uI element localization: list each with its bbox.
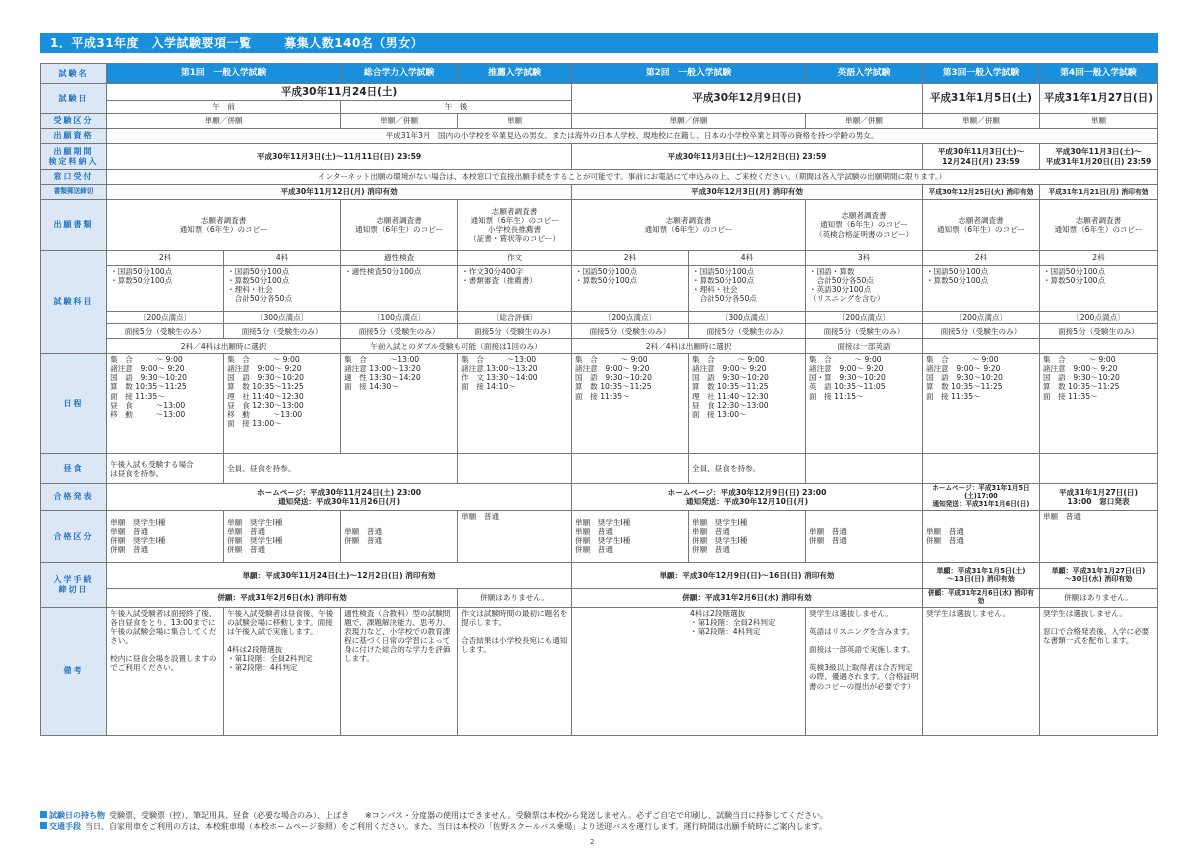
- kubun-eigo: 単願／併願: [805, 114, 922, 129]
- kamoku-score-suisen: 〔総合評価〕: [458, 312, 572, 324]
- kamoku-detail-eigo: ・国語・算数 合計50分各50点 ・英語30分100点 （リスニングを含む）: [805, 266, 922, 312]
- tetsuzuki-r1-tangan: 単願：平成30年11月24日(土)～12月2日(日) 消印有効: [107, 562, 572, 588]
- header-sogo: 総合学力入学試験: [341, 64, 458, 84]
- kamoku-score-r1b: 〔300点満点〕: [224, 312, 341, 324]
- chushoku-pm: 全員、昼食を持参。: [224, 454, 458, 484]
- row-kamoku-detail: [41, 266, 1158, 312]
- nittei-r2b: 集 合 ～ 9:00 諸注意 9:00～ 9:20 国 語 9:30～10:20 算 数 10:35～11:25 理 社 11:40～12:30 昼 食 12:30～13:00 面 接 13:00～: [688, 354, 805, 454]
- biko-sogo: 適性検査（合教科）型の試験問題で、課題解決能力、思考力、表現力など、小学校での教育課程に基づく日常の学習によって身に付けた総合的な学力を評価します。: [341, 607, 458, 735]
- chushoku-r2a: [572, 454, 689, 484]
- gokaku-r2a: 単願 奨学生Ⅰ種 単願 普通 併願 奨学生Ⅰ種 併願 普通: [572, 510, 689, 562]
- kamoku-detail-r2a: ・国語50分100点 ・算数50分100点: [572, 266, 689, 312]
- kikan-round4: 平成30年11月3日(土)～ 平成31年1月20日(日) 23:59: [1039, 144, 1157, 170]
- header-round4: 第4回一般入学試験: [1039, 64, 1157, 84]
- row-kikan: [41, 144, 1158, 170]
- nittei-sogo: 集 合 ～13:00 諸注意 13:00～13:20 適 性 13:30～14:20 面 接 14:30～: [341, 354, 458, 454]
- yuso-round4: 平成31年1月21日(月) 消印有効: [1039, 185, 1157, 200]
- label-chushoku: 昼食: [41, 454, 107, 484]
- gokaku-r1a: 単願 奨学生Ⅰ種 単願 普通 併願 奨学生Ⅰ種 併願 普通: [107, 510, 224, 562]
- label-yuso: 書類郵送締切: [41, 185, 107, 200]
- tetsuzuki-r4-heigan: 併願はありません。: [1039, 588, 1157, 607]
- kamoku-head-r1a: 2科: [107, 251, 224, 266]
- kamoku-detail-r3: ・国語50分100点 ・算数50分100点: [922, 266, 1039, 312]
- mensetsu-suisen: 面接5分（受験生のみ）: [458, 324, 572, 339]
- section-title-bar: [40, 33, 1158, 53]
- chushoku-suisen: [458, 454, 572, 484]
- mensetsu-sogo: 面接5分（受験生のみ）: [341, 324, 458, 339]
- row-shikaku: [41, 129, 1158, 144]
- label-shikaku: 出願資格: [41, 129, 107, 144]
- biko-suisen: 作文は試験時間の最初に題名を提示します。 合否結果は小学校長宛にも通知します。: [458, 607, 572, 735]
- nittei-r2a: 集 合 ～ 9:00 諸注意 9:00～ 9:20 国 語 9:30～10:20 算 数 10:35～11:25 面 接 11:35～: [572, 354, 689, 454]
- header-round3: 第3回一般入学試験: [922, 64, 1039, 84]
- date-round4: 平成31年1月27日(日): [1039, 84, 1157, 114]
- kamoku-detail-suisen: ・作文30分400字 ・書類審査（推薦書）: [458, 266, 572, 312]
- bullet-square-icon: [40, 822, 47, 829]
- happyo-round3: ホームページ：平成31年1月5日(土)17:00 通知発送：平成31年1月6日(日): [922, 484, 1039, 511]
- yuso-round1: 平成30年11月12日(月) 消印有効: [107, 185, 572, 200]
- gokaku-r1b: 単願 奨学生Ⅰ種 単願 普通 併願 奨学生Ⅰ種 併願 普通: [224, 510, 341, 562]
- footer-belongings-text: 受験票、受験票（控）、筆記用具、昼食（必要な場合のみ）、上ばき ※コンパス・分度器の使用はできません。受験票は本校から発送しません。必ずご自宅で印刷し、試験当日に持参してください。: [109, 811, 829, 820]
- row-tetsuzuki-tangan: [41, 562, 1158, 588]
- row-kubun: [41, 114, 1158, 129]
- row-happyo: [41, 484, 1158, 511]
- kamoku-note-r4: [1039, 339, 1157, 354]
- nittei-r4: 集 合 ～ 9:00 諸注意 9:00～ 9:20 国 語 9:30～10:20 算 数 10:35～11:25 面 接 11:35～: [1039, 354, 1157, 454]
- kamoku-note-r2: 2科／4科は出願時に選択: [572, 339, 806, 354]
- label-kikan: 出願期間 検定料納入: [41, 144, 107, 170]
- kamoku-detail-r1b: ・国語50分100点 ・算数50分100点 ・理科・社会 合計50分各50点: [224, 266, 341, 312]
- label-gokaku: 合格区分: [41, 510, 107, 562]
- chushoku-r2b: 全員、昼食を持参。: [688, 454, 805, 484]
- label-tetsuzuki: 入学手続 締切日: [41, 562, 107, 607]
- row-chushoku: [41, 454, 1158, 484]
- row-kamoku-note: [41, 339, 1158, 354]
- date-round1: 平成30年11月24日(土): [107, 84, 572, 101]
- label-kamoku: 試験科目: [41, 251, 107, 354]
- madoguchi-text: インターネット出願の環境がない場合は、本校窓口で直接出願手続をすることが可能です。事前にお電話にて申込みの上、ご来校ください。（期間は各入学試験の出願期間に限ります。）: [107, 170, 1158, 185]
- am-label: 午 前: [107, 101, 341, 114]
- date-round3: 平成31年1月5日(土): [922, 84, 1039, 114]
- label-nittei: 日程: [41, 354, 107, 454]
- row-exam-date: [41, 84, 1158, 101]
- footer-transport-text: 当日、自家用車をご利用の方は、本校駐車場（本校ホームページ参照）をご利用ください。また、当日は本校の「佐野スクールバス乗場」より送迎バスを運行します。運行時間は出願手続時にご案内します。: [85, 822, 827, 831]
- kubun-round3: 単願／併願: [922, 114, 1039, 129]
- kamoku-score-r3: 〔200点満点〕: [922, 312, 1039, 324]
- label-happyo: 合格発表: [41, 484, 107, 511]
- footer-transport-label: 交通手段: [49, 822, 81, 831]
- kubun-suisen: 単願: [458, 114, 572, 129]
- section-subtitle: 募集人数140名（男女）: [284, 36, 424, 50]
- biko-r1a: 午後入試受験者は面接終了後、各自昼食をとり、13:00までに午後の試験会場に集合してください。 校内に昼食会場を設置しますのでご利用ください。: [107, 607, 224, 735]
- kubun-round4: 単願: [1039, 114, 1157, 129]
- mensetsu-r1a: 面接5分（受験生のみ）: [107, 324, 224, 339]
- row-kamoku-score: [41, 312, 1158, 324]
- kamoku-score-sogo: 〔100点満点〕: [341, 312, 458, 324]
- kamoku-head-r3: 2科: [922, 251, 1039, 266]
- mensetsu-r2b: 面接5分（受験生のみ）: [688, 324, 805, 339]
- gokaku-eigo: 単願 普通 併願 普通: [805, 510, 922, 562]
- shorui-round3: 志願者調査書 通知票（6年生）のコピー: [922, 200, 1039, 251]
- shorui-round4: 志願者調査書 通知票（6年生）のコピー: [1039, 200, 1157, 251]
- nittei-r1b: 集 合 ～ 9:00 諸注意 9:00～ 9:20 国 語 9:30～10:20 算 数 10:35～11:25 理 社 11:40～12:30 昼 食 12:30～13:00 移 動 ～13:00 面 接 13:00～: [224, 354, 341, 454]
- exam-guide-table: [40, 63, 1158, 736]
- kamoku-note-pm: 午前入試とのダブル受験も可能（面接は1回のみ）: [341, 339, 572, 354]
- label-exam-name: 試験名: [41, 64, 107, 84]
- tetsuzuki-r1-heigan: 併願：平成31年2月6日(水) 消印有効: [107, 588, 458, 607]
- mensetsu-r3: 面接5分（受験生のみ）: [922, 324, 1039, 339]
- row-exam-name: [41, 64, 1158, 84]
- kamoku-head-eigo: 3科: [805, 251, 922, 266]
- kamoku-head-r2b: 4科: [688, 251, 805, 266]
- section-title: 1．平成31年度 入学試験要項一覧: [50, 36, 252, 50]
- shikaku-text: 平成31年3月 国内の小学校を卒業見込の男女。または海外の日本人学校、現地校に在籍し、日本の小学校卒業と同等の資格を持つ学齢の男女。: [107, 129, 1158, 144]
- tetsuzuki-r2-heigan: 併願：平成31年2月6日(水) 消印有効: [572, 588, 923, 607]
- row-madoguchi: [41, 170, 1158, 185]
- nittei-suisen: 集 合 ～13:00 諸注意 13:00～13:20 作 文 13:30～14:00 面 接 14:10～: [458, 354, 572, 454]
- mensetsu-eigo: 面接5分（受験生のみ）: [805, 324, 922, 339]
- kamoku-detail-r4: ・国語50分100点 ・算数50分100点: [1039, 266, 1157, 312]
- kamoku-head-r1b: 4科: [224, 251, 341, 266]
- tetsuzuki-suisen: 併願はありません。: [458, 588, 572, 607]
- shorui-sogo: 志願者調査書 通知票（6年生）のコピー: [341, 200, 458, 251]
- kamoku-head-r2a: 2科: [572, 251, 689, 266]
- row-biko: [41, 607, 1158, 735]
- nittei-r3: 集 合 ～ 9:00 諸注意 9:00～ 9:20 国 語 9:30～10:20 算 数 10:35～11:25 面 接 11:35～: [922, 354, 1039, 454]
- footer-belongings: [40, 811, 1158, 821]
- footer-belongings-label: 試験日の持ち物: [49, 811, 105, 820]
- page-number: 2: [590, 838, 595, 846]
- label-shorui: 出願書類: [41, 200, 107, 251]
- kamoku-detail-r1a: ・国語50分100点 ・算数50分100点: [107, 266, 224, 312]
- chushoku-r3: [922, 454, 1039, 484]
- kamoku-head-sogo: 適性検査: [341, 251, 458, 266]
- label-biko: 備考: [41, 607, 107, 735]
- label-madoguchi: 窓口受付: [41, 170, 107, 185]
- chushoku-r4: [1039, 454, 1157, 484]
- shorui-suisen: 志願者調査書 通知票（6年生）のコピー 小学校長推薦書 （証書・賞状等のコピー）: [458, 200, 572, 251]
- bullet-square-icon: [40, 811, 47, 818]
- kamoku-detail-r2b: ・国語50分100点 ・算数50分100点 ・理科・社会 合計50分各50点: [688, 266, 805, 312]
- happyo-round1: ホームページ：平成30年11月24日(土) 23:00 通知発送：平成30年11月26日(月): [107, 484, 572, 511]
- kamoku-score-r4: 〔200点満点〕: [1039, 312, 1157, 324]
- kamoku-detail-sogo: ・適性検査50分100点: [341, 266, 458, 312]
- kamoku-score-r2b: 〔300点満点〕: [688, 312, 805, 324]
- gokaku-sogo: 単願 普通 併願 普通: [341, 510, 458, 562]
- mensetsu-r1b: 面接5分（受験生のみ）: [224, 324, 341, 339]
- shorui-round1: 志願者調査書 通知票（6年生）のコピー: [107, 200, 341, 251]
- tetsuzuki-r4-tangan: 単願：平成31年1月27日(日) ～30日(水) 消印有効: [1039, 562, 1157, 588]
- kubun-sogo: 単願／併願: [341, 114, 458, 129]
- header-round2: 第2回 一般入学試験: [572, 64, 806, 84]
- label-exam-date: 試験日: [41, 84, 107, 114]
- gokaku-r3: 単願 普通 併願 普通: [922, 510, 1039, 562]
- kamoku-note-eigo: 面接は一部英語: [805, 339, 922, 354]
- kubun-round1: 単願／併願: [107, 114, 341, 129]
- kikan-round2: 平成30年11月3日(土)～12月2日(日) 23:59: [572, 144, 923, 170]
- row-nittei: [41, 354, 1158, 454]
- chushoku-r1: 午後入試も受験する場合 は昼食を持参。: [107, 454, 224, 484]
- yuso-round2: 平成30年12月3日(月) 消印有効: [572, 185, 923, 200]
- nittei-r1a: 集 合 ～ 9:00 諸注意 9:00～ 9:20 国 語 9:30～10:20 算 数 10:35～11:25 面 接 11:35～ 昼 食 ～13:00 移 動 ～13:00: [107, 354, 224, 454]
- tetsuzuki-r3-tangan: 単願：平成31年1月5日(土) ～13日(日) 消印有効: [922, 562, 1039, 588]
- happyo-round4: 平成31年1月27日(日) 13:00 窓口発表: [1039, 484, 1157, 511]
- row-yuso: [41, 185, 1158, 200]
- kamoku-note-r3: [922, 339, 1039, 354]
- kikan-round1: 平成30年11月3日(土)～11月11日(日) 23:59: [107, 144, 572, 170]
- happyo-round2: ホームページ：平成30年12月9日(日) 23:00 通知発送：平成30年12月10日(月): [572, 484, 923, 511]
- biko-r3: 奨学生は選抜しません。: [922, 607, 1039, 735]
- row-tetsuzuki-heigan: [41, 588, 1158, 607]
- pm-label: 午 後: [341, 101, 572, 114]
- tetsuzuki-r2-tangan: 単願：平成30年12月9日(日)～16日(日) 消印有効: [572, 562, 923, 588]
- header-round1: 第1回 一般入学試験: [107, 64, 341, 84]
- biko-r1b: 午後入試受験者は昼食後、午後の試験会場に移動します。面接は午後入試で実施します。 4科は2段階選抜 ・第1段階：全員2科判定 ・第2段階：4科判定: [224, 607, 341, 735]
- kamoku-head-r4: 2科: [1039, 251, 1157, 266]
- kikan-round3: 平成30年11月3日(土)～ 12月24日(月) 23:59: [922, 144, 1039, 170]
- mensetsu-r2a: 面接5分（受験生のみ）: [572, 324, 689, 339]
- tetsuzuki-r3-heigan: 併願：平成31年2月6日(水) 消印有効: [922, 588, 1039, 607]
- biko-eigo: 奨学生は選抜しません。 英語はリスニングを含みます。 面接は一部英語で実施します。 英検3級以上取得者は合否判定の際、優遇されます。（合格証明書のコピーの提出が必要です）: [805, 607, 922, 735]
- shorui-eigo: 志願者調査書 通知票（6年生）のコピー （英検合格証明書のコピー）: [805, 200, 922, 251]
- gokaku-r2b: 単願 奨学生Ⅰ種 単願 普通 併願 奨学生Ⅰ種 併願 普通: [688, 510, 805, 562]
- shorui-round2: 志願者調査書 通知票（6年生）のコピー: [572, 200, 806, 251]
- biko-r2: 4科は2段階選抜 ・第1段階：全員2科判定 ・第2段階：4科判定: [572, 607, 806, 735]
- kamoku-note-r1: 2科／4科は出願時に選択: [107, 339, 341, 354]
- gokaku-r4: 単願 普通: [1039, 510, 1157, 562]
- kamoku-head-suisen: 作文: [458, 251, 572, 266]
- footer-transport: [40, 822, 1158, 832]
- header-eigo: 英語入学試験: [805, 64, 922, 84]
- gokaku-suisen: 単願 普通: [458, 510, 572, 562]
- row-shorui: [41, 200, 1158, 251]
- row-kamoku-mensetsu: [41, 324, 1158, 339]
- label-kubun: 受験区分: [41, 114, 107, 129]
- biko-r4: 奨学生は選抜しません。 窓口で合格発表後、入学に必要な書類一式を配布します。: [1039, 607, 1157, 735]
- header-suisen: 推薦入学試験: [458, 64, 572, 84]
- kamoku-score-r1a: 〔200点満点〕: [107, 312, 224, 324]
- mensetsu-r4: 面接5分（受験生のみ）: [1039, 324, 1157, 339]
- yuso-round3: 平成30年12月25日(火) 消印有効: [922, 185, 1039, 200]
- kamoku-score-eigo: 〔200点満点〕: [805, 312, 922, 324]
- kamoku-score-r2a: 〔200点満点〕: [572, 312, 689, 324]
- kubun-round2: 単願／併願: [572, 114, 806, 129]
- nittei-eigo: 集 合 ～ 9:00 諸注意 9:00～ 9:20 国・算 9:30～10:20 英 語 10:35～11:05 面 接 11:15～: [805, 354, 922, 454]
- row-kamoku-head: [41, 251, 1158, 266]
- row-gokaku: [41, 510, 1158, 562]
- date-round2: 平成30年12月9日(日): [572, 84, 923, 114]
- chushoku-eigo: [805, 454, 922, 484]
